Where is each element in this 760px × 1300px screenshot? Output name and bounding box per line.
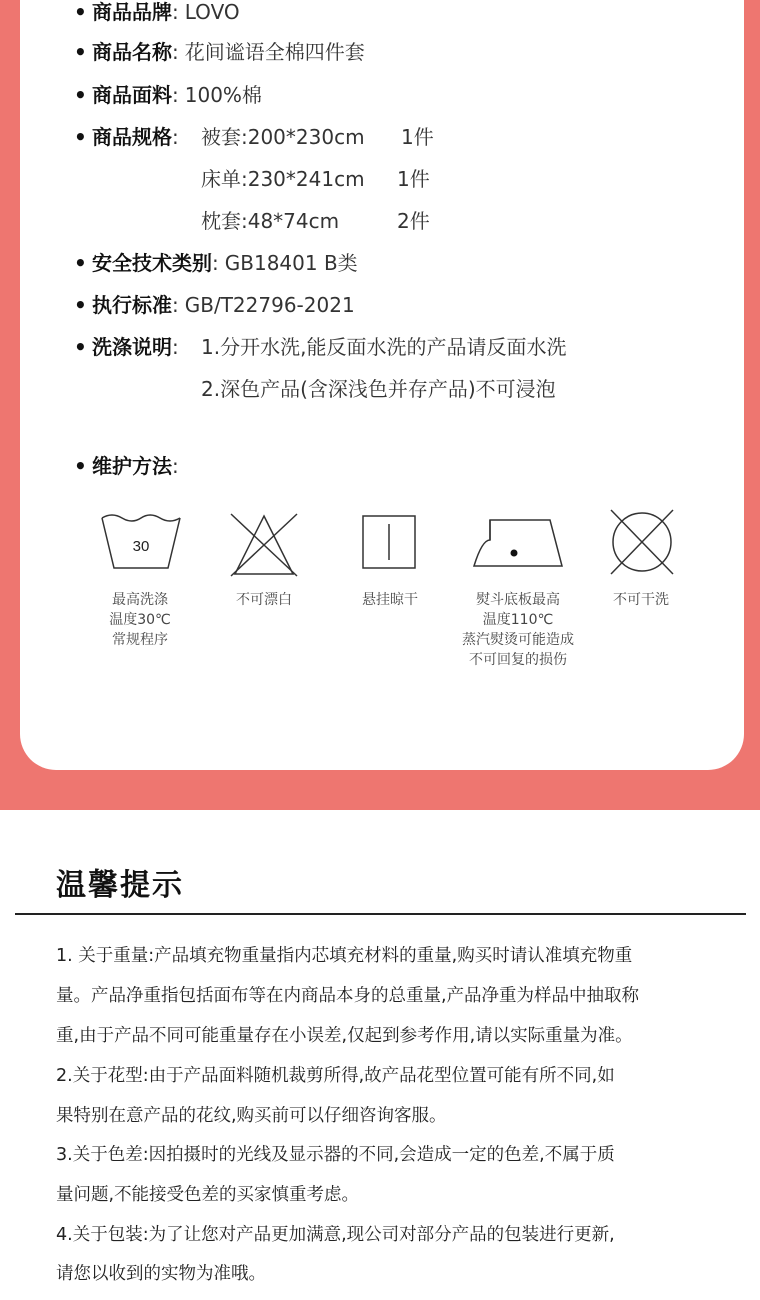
spec-brand-value: LOVO: [184, 0, 240, 24]
spec-fabric-label: 商品面料: [92, 83, 172, 107]
spec-size-item-duvet: 被套:200*230cm 1件: [201, 125, 434, 149]
care-caption-wash: 最高洗涤 温度30℃ 常规程序: [109, 592, 171, 648]
tips-line: 量问题,不能接受色差的买家慎重考虑。: [56, 1185, 360, 1205]
spec-fabric-value: 100%棉: [184, 83, 262, 107]
care-caption-iron: 熨斗底板最高 温度110℃ 蒸汽熨烫可能造成 不可回复的损伤: [462, 592, 574, 668]
spec-brand-label: 商品品牌: [92, 0, 172, 24]
tips-line: 3.关于色差:因拍摄时的光线及显示器的不同,会造成一定的色差,不属于质: [56, 1145, 615, 1165]
spec-washing-line-1: 1.分开水洗,能反面水洗的产品请反面水洗: [201, 335, 567, 359]
wash-temperature-number: 30: [132, 538, 150, 555]
care-caption-no-dry-clean: 不可干洗: [613, 592, 669, 608]
spec-name-value: 花间谧语全棉四件套: [184, 40, 365, 64]
spec-fabric: • 商品面料: 100%棉: [74, 83, 262, 107]
spec-size: • 商品规格:: [74, 125, 179, 149]
spec-standard-label: 执行标准: [92, 293, 172, 317]
spec-washing: • 洗涤说明:: [74, 335, 179, 359]
spec-name: • 商品名称: 花间谧语全棉四件套: [74, 40, 365, 64]
tips-line: 4.关于包装:为了让您对产品更加满意,现公司对部分产品的包装进行更新,: [56, 1225, 615, 1245]
spec-size-label: 商品规格: [92, 125, 172, 149]
tips-line: 1. 关于重量:产品填充物重量指内芯填充材料的重量,购买时请认准填充物重: [56, 946, 633, 966]
spec-care: • 维护方法:: [74, 454, 179, 478]
spec-washing-line-2: 2.深色产品(含深浅色并存产品)不可浸泡: [201, 377, 556, 401]
wash-30-icon: [98, 510, 184, 572]
iron-icon: [470, 514, 566, 570]
tips-divider: [15, 913, 746, 915]
no-dry-clean-icon: [609, 508, 675, 576]
care-caption-no-bleach: 不可漂白: [236, 592, 292, 608]
spec-standard: • 执行标准: GB/T22796-2021: [74, 293, 355, 317]
spec-safety-label: 安全技术类别: [92, 251, 212, 275]
spec-safety: • 安全技术类别: GB18401 B类: [74, 251, 358, 275]
care-caption-hang-dry: 悬挂晾干: [362, 592, 418, 608]
spec-care-label: 维护方法: [92, 454, 172, 478]
spec-size-item-pillow: 枕套:48*74cm 2件: [201, 209, 430, 233]
hang-dry-icon: [361, 514, 417, 570]
spec-size-item-sheet: 床单:230*241cm 1件: [201, 167, 430, 191]
tips-title: 温馨提示: [56, 868, 184, 903]
tips-line: 重,由于产品不同可能重量存在小误差,仅起到参考作用,请以实际重量为准。: [56, 1026, 633, 1046]
spec-name-label: 商品名称: [92, 40, 172, 64]
spec-safety-value: GB18401 B类: [224, 251, 358, 275]
tips-line: 量。产品净重指包括面布等在内商品本身的总重量,产品净重为样品中抽取称: [56, 986, 640, 1006]
tips-line: 请您以收到的实物为准哦。: [56, 1264, 266, 1284]
tips-line: 2.关于花型:由于产品面料随机裁剪所得,故产品花型位置可能有所不同,如: [56, 1066, 615, 1086]
no-bleach-icon: [229, 512, 299, 578]
spec-standard-value: GB/T22796-2021: [184, 293, 355, 317]
spec-washing-label: 洗涤说明: [92, 335, 172, 359]
spec-brand: • 商品品牌: LOVO: [74, 0, 240, 24]
tips-line: 果特别在意产品的花纹,购买前可以仔细咨询客服。: [56, 1106, 447, 1126]
